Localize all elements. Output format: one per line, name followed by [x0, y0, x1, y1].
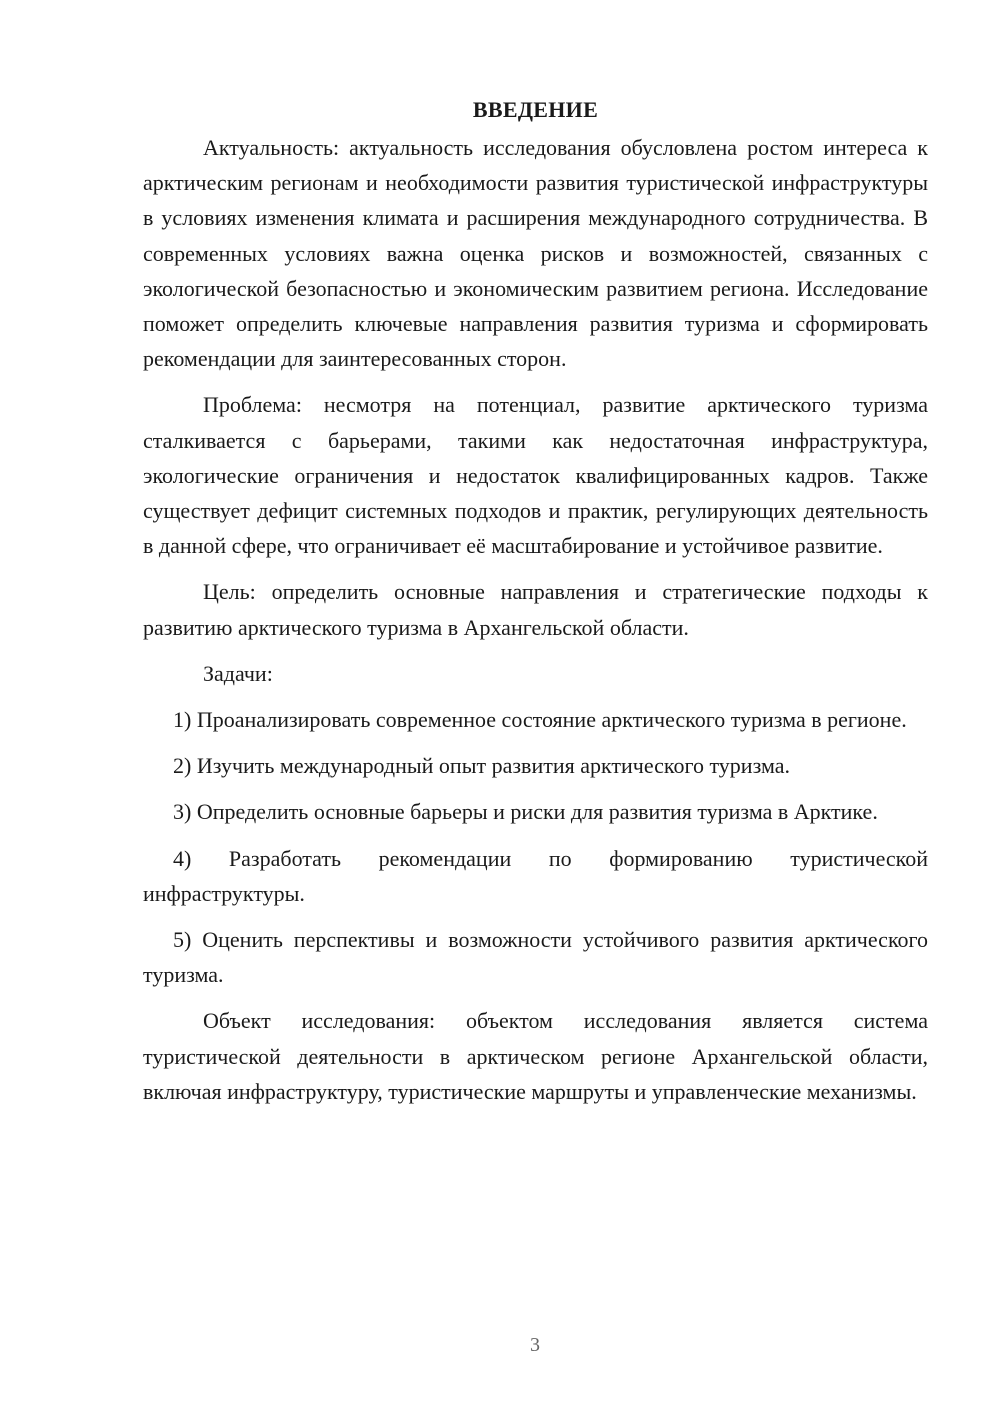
paragraph-object: Объект исследования: объектом исследования является система туристической деятельности в арктическом регионе Архангельской области, включая инфраструктуру, туристические маршруты и управленческие механизмы. [143, 1008, 928, 1104]
tasks-heading: Задачи: [203, 660, 273, 686]
document-page [143, 92, 928, 1120]
task-item-2: 2) Изучить международный опыт развития арктического туризма. [173, 753, 790, 779]
section-title: ВВЕДЕНИЕ [472, 97, 599, 122]
paragraph-relevance: Актуальность: актуальность исследования обусловлена ростом интереса к арктическим регионам и необходимости развития туристической инфраструктуры в условиях изменения климата и расширения международного сотрудничества. В современных условиях важна оценка рисков и возможностей, связанных с экологической безопасностью и экономическим развитием региона. Исследование поможет определить ключевые направления развития туризма и сформировать рекомендации для заинтересованных сторон. [143, 135, 928, 372]
task-item-1: 1) Проанализировать современное состояние арктического туризма в регионе. [173, 707, 907, 733]
page-number: 3 [530, 1334, 540, 1356]
paragraph-goal: Цель: определить основные направления и стратегические подходы к развитию арктического туризма в Архангельской области. [143, 579, 928, 640]
task-item-5: 5) Оценить перспективы и возможности устойчивого развития арктического туризма. [143, 927, 928, 988]
task-item-4: 4) Разработать рекомендации по формированию туристической инфраструктуры. [143, 845, 928, 906]
task-item-3: 3) Определить основные барьеры и риски для развития туризма в Арктике. [173, 799, 878, 825]
paragraph-problem: Проблема: несмотря на потенциал, развитие арктического туризма сталкивается с барьерами, такими как недостаточная инфраструктура, экологические ограничения и недостаток квалифицированных кадров. Также существует дефицит системных подходов и практик, регулирующих деятельность в данной сфере, что ограничивает её масштабирование и устойчивое развитие. [143, 392, 928, 559]
